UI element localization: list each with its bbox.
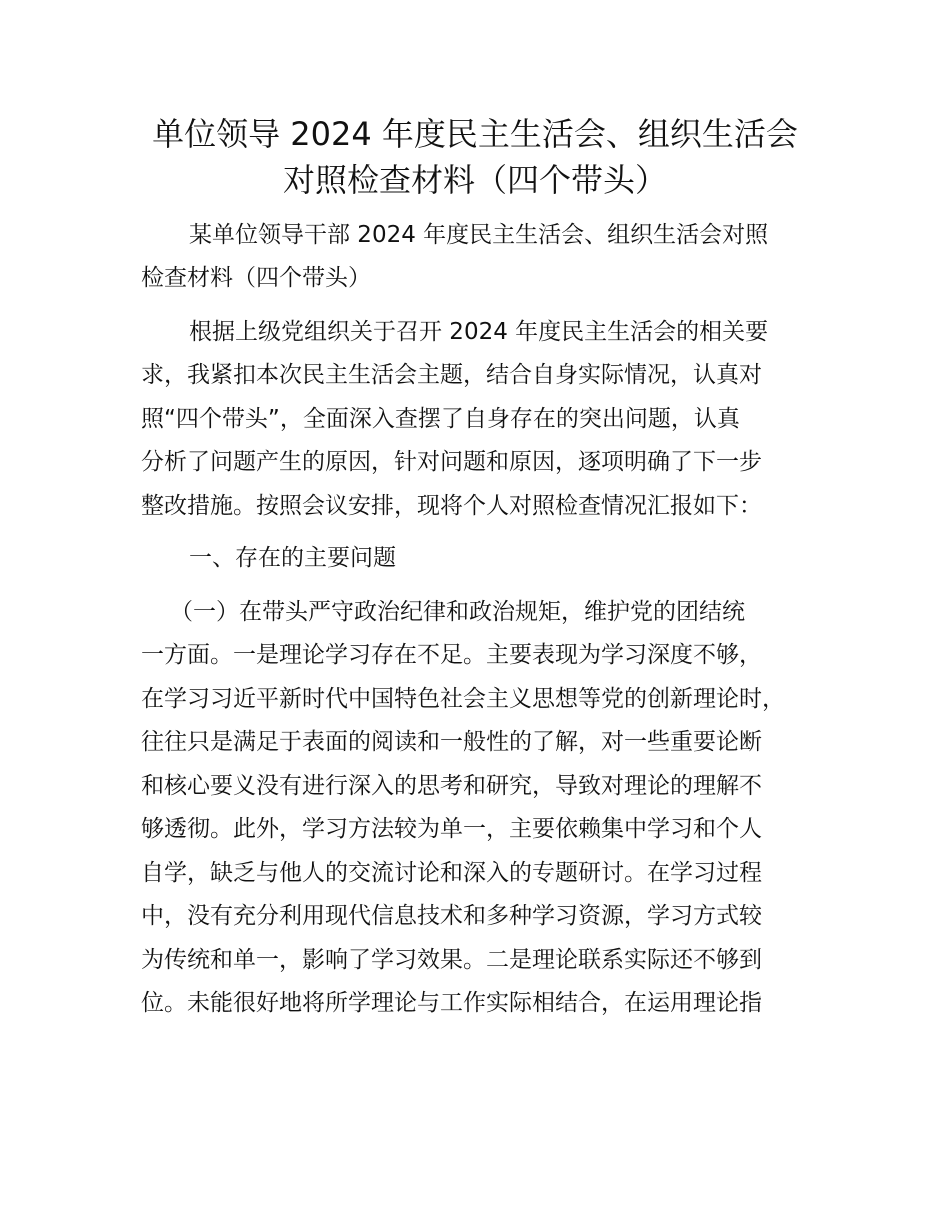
body-line-10: 位。未能很好地将所学理论与工作实际相结合，在运用理论指 (141, 990, 762, 1016)
body-line-6: 够透彻。此外，学习方法较为单一，主要依赖集中学习和个人 (141, 816, 762, 842)
document-title-line-1: 单位领导 2024 年度民主生活会、组织生活会 (152, 115, 798, 153)
body-line-8: 中，没有充分利用现代信息技术和多种学习资源，学习方式较 (141, 903, 762, 929)
intro-line-4: 分析了问题产生的原因，针对问题和原因，逐项明确了下一步 (141, 449, 762, 475)
intro-line-5: 整改措施。按照会议安排，现将个人对照检查情况汇报如下： (141, 493, 762, 519)
subtitle-line-1: 某单位领导干部 2024 年度民主生活会、组织生活会对照 (189, 222, 769, 248)
body-line-2: 一方面。一是理论学习存在不足。主要表现为学习深度不够， (141, 642, 762, 668)
intro-line-1: 根据上级党组织关于召开 2024 年度民主生活会的相关要 (189, 319, 769, 345)
body-line-7: 自学，缺乏与他人的交流讨论和深入的专题研讨。在学习过程 (141, 860, 762, 886)
body-line-9: 为传统和单一，影响了学习效果。二是理论联系实际还不够到 (141, 947, 762, 973)
body-line-5: 和核心要义没有进行深入的思考和研究，导致对理论的理解不 (141, 773, 762, 799)
section-heading: 一、存在的主要问题 (189, 545, 396, 571)
intro-line-3: 照“四个带头”，全面深入查摆了自身存在的突出问题，认真 (141, 406, 740, 432)
body-line-4: 往往只是满足于表面的阅读和一般性的了解，对一些重要论断 (141, 729, 762, 755)
intro-line-2: 求，我紧扣本次民主生活会主题，结合自身实际情况，认真对 (141, 362, 762, 388)
body-line-3: 在学习习近平新时代中国特色社会主义思想等党的创新理论时， (141, 686, 785, 712)
body-line-1: （一）在带头严守政治纪律和政治规矩，维护党的团结统 (170, 599, 745, 625)
subtitle-line-2: 检查材料（四个带头） (141, 265, 371, 291)
document-title-line-2: 对照检查材料（四个带头） (282, 161, 667, 199)
